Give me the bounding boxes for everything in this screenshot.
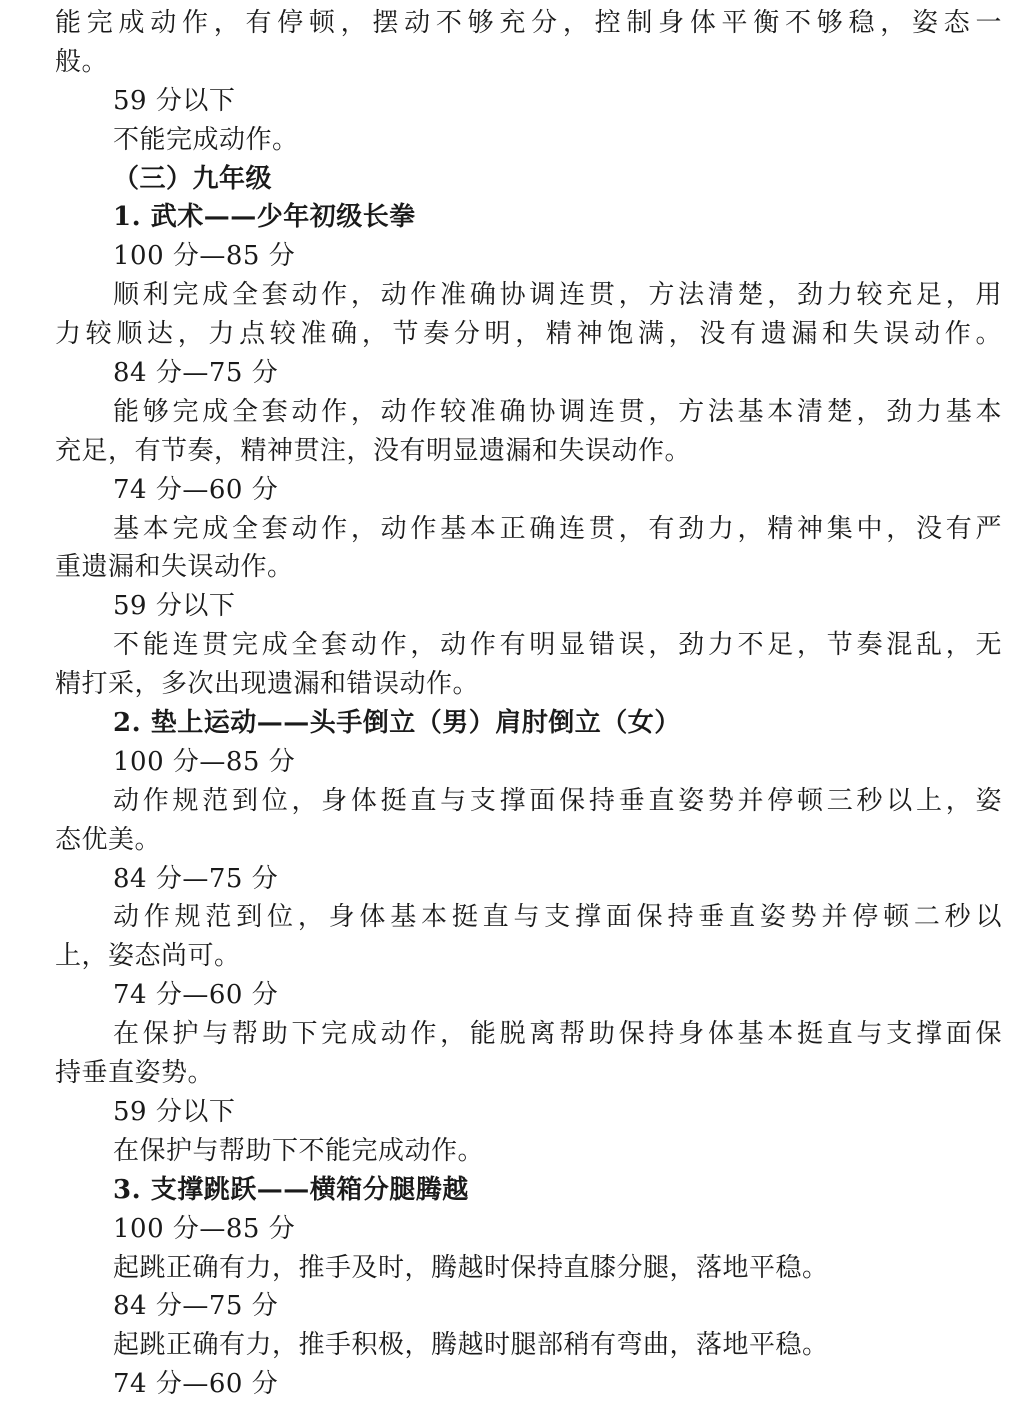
paragraph-line: 重遗漏和失误动作。 [55, 552, 294, 583]
score-range: 74 分—60 分 [113, 1369, 279, 1400]
score-range: 59 分以下 [113, 591, 236, 622]
subsection-heading: 2. 垫上运动——头手倒立（男）肩肘倒立（女） [113, 708, 681, 739]
paragraph-line: 般。 [55, 46, 109, 77]
paragraph-line: 能够完成全套动作，动作较准确协调连贯，方法基本清楚，劲力基本 [113, 396, 1002, 427]
score-range: 74 分—60 分 [113, 980, 279, 1011]
section-heading: （三）九年级 [113, 163, 273, 194]
paragraph-line: 态优美。 [55, 824, 162, 855]
paragraph-line: 不能完成动作。 [113, 124, 299, 155]
score-range: 100 分—85 分 [113, 746, 296, 777]
subsection-heading: 1. 武术——少年初级长拳 [113, 202, 416, 233]
score-range: 59 分以下 [113, 85, 236, 116]
paragraph-line: 在保护与帮助下完成动作，能脱离帮助保持身体基本挺直与支撑面保 [113, 1019, 1002, 1050]
score-range: 84 分—75 分 [113, 358, 279, 389]
paragraph-line: 能完成动作，有停顿，摆动不够充分，控制身体平衡不够稳，姿态一 [55, 8, 1002, 38]
score-range: 84 分—75 分 [113, 1291, 279, 1322]
paragraph-line: 在保护与帮助下不能完成动作。 [113, 1135, 485, 1166]
score-range: 74 分—60 分 [113, 474, 279, 505]
paragraph-line: 充足，有节奏，精神贯注，没有明显遗漏和失误动作。 [55, 435, 692, 466]
paragraph-line: 基本完成全套动作，动作基本正确连贯，有劲力，精神集中，没有严 [113, 513, 1002, 544]
paragraph-line: 上，姿态尚可。 [55, 941, 241, 972]
paragraph-line: 动作规范到位，身体基本挺直与支撑面保持垂直姿势并停顿二秒以 [113, 902, 1002, 933]
score-range: 100 分—85 分 [113, 241, 296, 272]
score-range: 84 分—75 分 [113, 863, 279, 894]
subsection-heading: 3. 支撑跳跃——横箱分腿腾越 [113, 1174, 469, 1205]
paragraph-line: 起跳正确有力，推手及时，腾越时保持直膝分腿，落地平稳。 [113, 1252, 829, 1283]
paragraph-line: 力较顺达，力点较准确，节奏分明，精神饱满，没有遗漏和失误动作。 [55, 319, 1002, 350]
paragraph-line: 持垂直姿势。 [55, 1058, 215, 1089]
paragraph-line: 起跳正确有力，推手积极，腾越时腿部稍有弯曲，落地平稳。 [113, 1330, 829, 1361]
paragraph-line: 精打采，多次出现遗漏和错误动作。 [55, 669, 480, 700]
paragraph-line: 不能连贯完成全套动作，动作有明显错误，劲力不足，节奏混乱，无 [113, 630, 1002, 661]
score-range: 59 分以下 [113, 1096, 236, 1127]
paragraph-line: 动作规范到位，身体挺直与支撑面保持垂直姿势并停顿三秒以上，姿 [113, 785, 1002, 816]
paragraph-line: 顺利完成全套动作，动作准确协调连贯，方法清楚，劲力较充足，用 [113, 280, 1002, 311]
score-range: 100 分—85 分 [113, 1213, 296, 1244]
